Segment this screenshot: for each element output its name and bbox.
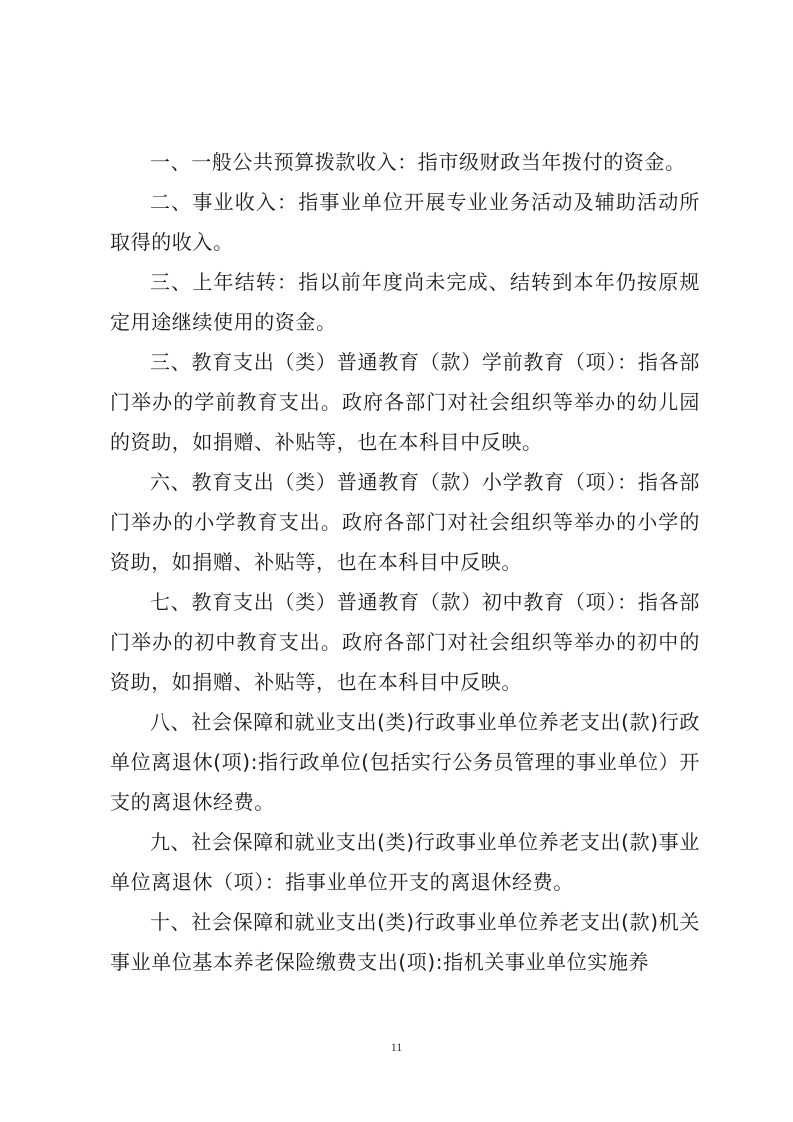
paragraph-junior-high-education: 七、教育支出（类）普通教育（款）初中教育（项）：指各部门举办的初中教育支出。政府各部门对社会组织等举办的初中的资助，如捐赠、补贴等，也在本科目中反映。 bbox=[110, 590, 700, 694]
paragraph-institution-retirement: 九、社会保障和就业支出(类)行政事业单位养老支出(款)事业单位离退休（项）：指事业单位开支的离退休经费。 bbox=[110, 830, 700, 894]
paragraph-primary-education: 六、教育支出（类）普通教育（款）小学教育（项）：指各部门举办的小学教育支出。政府各部门对社会组织等举办的小学的资助，如捐赠、补贴等，也在本科目中反映。 bbox=[110, 470, 700, 574]
paragraph-preschool-education: 三、教育支出（类）普通教育（款）学前教育（项）：指各部门举办的学前教育支出。政府各部门对社会组织等举办的幼儿园的资助，如捐赠、补贴等，也在本科目中反映。 bbox=[110, 350, 700, 454]
paragraph-prior-year-carryover: 三、上年结转：指以前年度尚未完成、结转到本年仍按原规定用途继续使用的资金。 bbox=[110, 270, 700, 334]
paragraph-admin-retirement: 八、社会保障和就业支出(类)行政事业单位养老支出(款)行政单位离退休(项):指行政单位(包括实行公务员管理的事业单位）开支的离退休经费。 bbox=[110, 710, 700, 814]
page-number: 11 bbox=[390, 1040, 403, 1054]
paragraph-business-income: 二、事业收入：指事业单位开展专业业务活动及辅助活动所取得的收入。 bbox=[110, 190, 700, 254]
paragraph-general-budget-income: 一、一般公共预算拨款收入：指市级财政当年拨付的资金。 bbox=[150, 150, 686, 174]
paragraph-pension-insurance: 十、社会保障和就业支出(类)行政事业单位养老支出(款)机关事业单位基本养老保险缴费支出(项):指机关事业单位实施养 bbox=[110, 910, 700, 974]
document-body bbox=[110, 142, 700, 982]
